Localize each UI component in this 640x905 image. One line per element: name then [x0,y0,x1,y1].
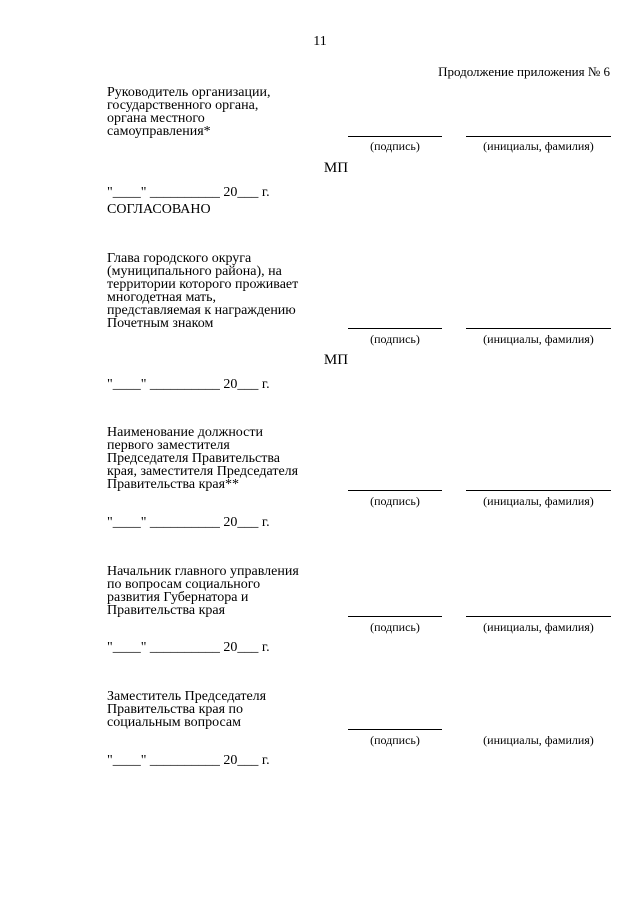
title-line: Глава городского округа [107,251,252,266]
signature-line [348,729,442,730]
name-line [466,328,611,329]
title-line: Наименование должности [107,425,263,440]
title-line: представляемая к награждению [107,303,296,318]
signature-caption: (подпись) [370,620,420,634]
name-caption: (инициалы, фамилия) [483,733,594,747]
title-line: Почетным знаком [107,316,214,331]
title-line: края, заместителя Председателя [107,464,299,479]
name-line [466,490,611,491]
stamp-place: МП [323,352,349,368]
name-caption: (инициалы, фамилия) [483,332,594,346]
name-caption: (инициалы, фамилия) [483,494,594,508]
date-line: "____" __________ 20___ г. [107,185,270,200]
stamp-place: МП [323,160,349,176]
name-caption: (инициалы, фамилия) [483,139,594,153]
name-caption: (инициалы, фамилия) [483,620,594,634]
signature-line [348,490,442,491]
title-line: развития Губернатора и [107,590,249,605]
signatory-title-3 [107,426,332,491]
title-line: Правительства края** [107,477,240,492]
title-line: Председателя Правительства [107,451,281,466]
signatory-title-4 [107,565,332,617]
title-line: Руководитель организации, [107,85,271,100]
page-number: 11 [313,34,327,49]
date-line: "____" __________ 20___ г. [107,515,270,530]
date-line: "____" __________ 20___ г. [107,640,270,655]
signature-line [348,616,442,617]
title-line: Правительства края [107,603,226,618]
signature-line [348,136,442,137]
title-line: самоуправления* [107,124,211,139]
signatory-title-1 [107,86,332,138]
title-line: государственного органа, [107,98,259,113]
title-line: органа местного [107,111,205,126]
signature-line [348,328,442,329]
title-line: (муниципального района), на [107,264,282,279]
signature-caption: (подпись) [370,332,420,346]
signature-caption: (подпись) [370,139,420,153]
title-line: многодетная мать, [107,290,217,305]
signature-caption: (подпись) [370,733,420,747]
date-line: "____" __________ 20___ г. [107,377,270,392]
signatory-title-5 [107,690,332,729]
signature-caption: (подпись) [370,494,420,508]
title-line: социальным вопросам [107,715,241,730]
title-line: по вопросам социального [107,577,261,592]
name-line [466,616,611,617]
name-line [466,136,611,137]
agreed-heading: СОГЛАСОВАНО [107,202,211,217]
appendix-continuation: Продолжение приложения № 6 [438,64,610,79]
title-line: первого заместителя [107,438,230,453]
title-line: территории которого проживает [107,277,299,292]
title-line: Начальник главного управления [107,564,299,579]
date-line: "____" __________ 20___ г. [107,753,270,768]
title-line: Правительства края по [107,702,244,717]
title-line: Заместитель Председателя [107,689,267,704]
signatory-title-2 [107,252,332,330]
